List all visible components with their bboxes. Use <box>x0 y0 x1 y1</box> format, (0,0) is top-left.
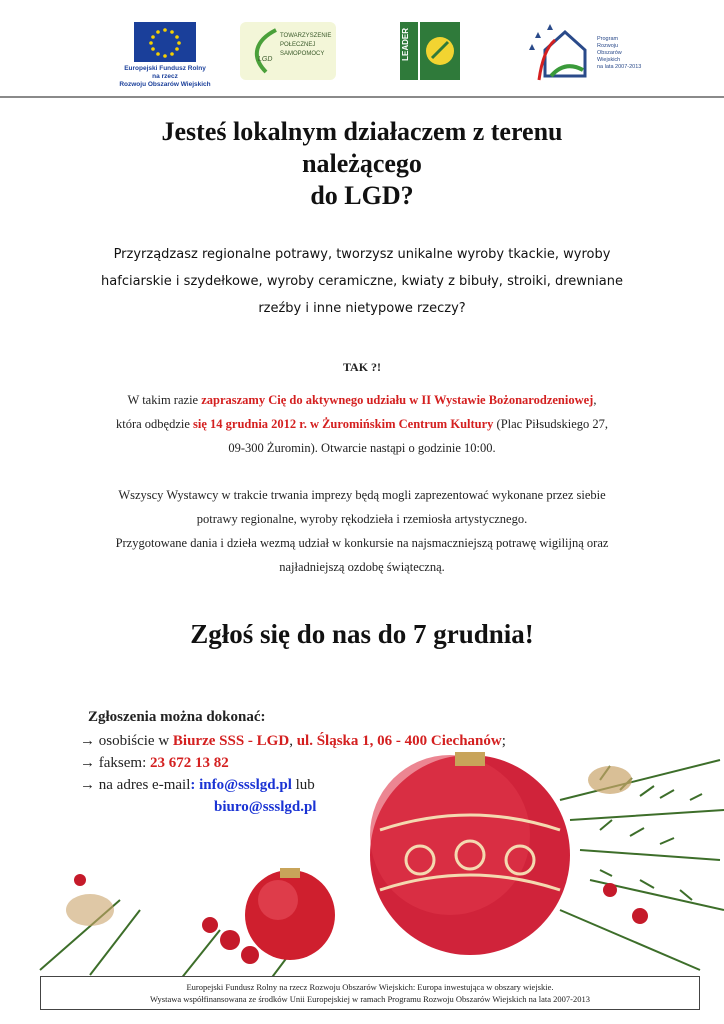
footer-line-2: Wystawa współfinansowana ze środków Unii Europejskiej w ramach Programu Rozwoju Obszarów Wiejskich na lata 2007-2013 <box>150 994 590 1004</box>
office-address: ul. Śląska 1, 06 - 400 Ciechanów <box>296 733 502 749</box>
invite-highlight-exhibition: zapraszamy Cię do aktywnego udziału w II Wystawie Bożonarodzeniowej <box>201 393 594 407</box>
tak-heading: TAK ?! <box>342 360 382 374</box>
contact-in-person-label: osobiście w <box>95 733 173 749</box>
exhibitors-line-3: Przygotowane dania i dzieła wezmą udział w konkursie na najsmaczniejszą potrawę wigilijną oraz <box>115 536 609 550</box>
eu-caption-1: Europejski Fundusz Rolny <box>124 65 206 72</box>
lgd-text-3: SAMOPOMOCY <box>280 51 325 57</box>
lgd-short: LGD <box>258 56 273 63</box>
office-name: Biurze SSS - LGD <box>172 733 290 749</box>
intro-text <box>80 241 644 322</box>
call-to-action: Zgłoś się do nas do 7 grudnia! <box>190 619 534 649</box>
prow-caption-5: na lata 2007-2013 <box>597 64 642 70</box>
footer-line-1: Europejski Fundusz Rolny na rzecz Rozwoju Obszarów Wiejskich: Europa inwestująca w obszary wiejskie. <box>186 982 554 992</box>
email-link-biuro[interactable]: biuro@ssslgd.pl <box>214 799 317 815</box>
contact-fax <box>80 752 560 774</box>
arrow-right-icon: → <box>80 777 95 793</box>
title-line-2: należącego <box>302 149 422 178</box>
contact-heading: Zgłoszenia można dokonać: <box>88 709 266 725</box>
email-or: lub <box>291 777 315 793</box>
fax-number: 23 672 13 82 <box>149 755 229 771</box>
arrow-right-icon: → <box>80 733 95 749</box>
title-line-3: do LGD? <box>310 181 414 210</box>
invite-text-f: (Plac Piłsudskiego 27, <box>493 417 609 431</box>
fax-label: faksem: <box>95 755 150 771</box>
contact-semicolon: ; <box>501 733 506 749</box>
contact-separator: , <box>289 733 297 749</box>
page-title <box>60 116 664 212</box>
contact-in-person <box>80 730 560 752</box>
eu-caption-2: na rzecz <box>152 73 178 80</box>
invite-text-c: , <box>593 393 597 407</box>
email-label: na adres e-mail <box>95 777 191 793</box>
prow-caption-1: Program <box>597 36 619 42</box>
header-divider <box>0 96 724 98</box>
invitation-paragraph <box>70 388 654 460</box>
lgd-text-1: TOWARZYSZENIE <box>280 33 332 39</box>
intro-line-1: Przyrządzasz regionalne potrawy, tworzysz unikalne wyroby tkackie, wyroby <box>113 247 611 262</box>
intro-line-3: rzeźby i inne nietypowe rzeczy? <box>258 301 466 316</box>
lgd-logo <box>240 22 336 80</box>
contact-section <box>80 706 560 818</box>
contact-email <box>80 774 560 796</box>
invite-text-d: która odbędzie <box>115 417 194 431</box>
prow-house-icon <box>525 20 595 84</box>
footer <box>40 976 700 1010</box>
lgd-text-2: POŁECZNEJ <box>280 42 316 48</box>
prow-caption-3: Obszarów <box>597 50 622 56</box>
intro-line-2: hafciarskie i szydełkowe, wyroby ceramiczne, kwiaty z bibuły, stroiki, drewniane <box>101 274 623 289</box>
title-line-1: Jesteś lokalnym działaczem z terenu <box>161 117 563 146</box>
eu-flag-icon <box>134 22 196 62</box>
exhibitors-line-4: najładniejszą ozdobę świąteczną. <box>279 560 445 574</box>
leader-logo <box>398 20 462 82</box>
prow-caption-2: Rozwoju <box>597 43 619 49</box>
prow-logo <box>525 20 645 84</box>
invite-text-a: W takim razie <box>127 393 202 407</box>
prow-caption-4: Wiejskich <box>597 57 621 63</box>
exhibitors-line-2: potrawy regionalne, wyroby rękodzieła i rzemiosła artystycznego. <box>196 512 528 526</box>
invite-highlight-date: się 14 grudnia 2012 r. w Żuromińskim Centrum Kultury <box>193 417 494 431</box>
exhibitors-line-1: Wszyscy Wystawcy w trakcie trwania imprezy będą mogli zaprezentować wykonane przez siebie <box>118 488 606 502</box>
eu-caption-3: Rozwoju Obszarów Wiejskich <box>119 81 211 88</box>
invite-text-g: 09-300 Żuromin). Otwarcie nastąpi o godzinie 10:00. <box>228 441 496 455</box>
leader-label: LEADER <box>401 28 410 61</box>
eu-logo <box>100 22 230 92</box>
exhibitors-paragraph <box>70 483 654 579</box>
arrow-right-icon: → <box>80 755 95 771</box>
email-link-info[interactable]: : info@ssslgd.pl <box>190 777 292 793</box>
